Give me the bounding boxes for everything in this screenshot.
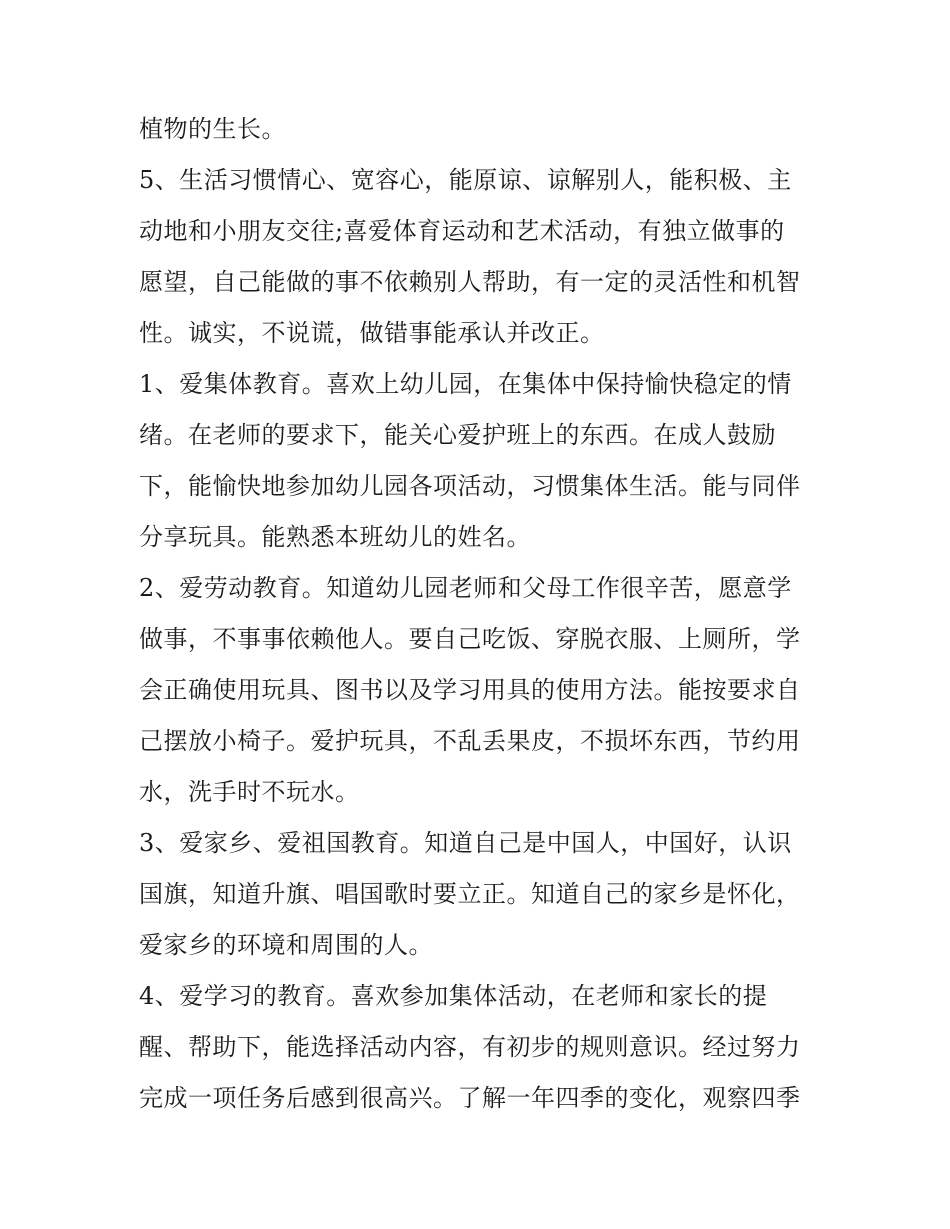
text-line: 4、爱学习的教育。喜欢参加集体活动，在老师和家长的提	[139, 982, 768, 1010]
text-line: 醒、帮助下，能选择活动内容，有初步的规则意识。经过努力	[139, 1033, 801, 1061]
text-line: 己摆放小椅子。爱护玩具，不乱丢果皮，不损坏东西，节约用	[139, 727, 801, 755]
text-line: 水，洗手时不玩水。	[139, 778, 360, 806]
text-line: 国旗，知道升旗、唱国歌时要立正。知道自己的家乡是怀化，	[139, 880, 801, 908]
text-line: 动地和小朋友交往;喜爱体育运动和艺术活动，有独立做事的	[139, 217, 785, 245]
text-line: 性。诚实，不说谎，做错事能承认并改正。	[139, 319, 605, 347]
text-line: 植物的生长。	[139, 115, 286, 143]
text-line: 完成一项任务后感到很高兴。了解一年四季的变化，观察四季	[139, 1084, 801, 1112]
text-line: 3、爱家乡、爱祖国教育。知道自己是中国人，中国好，认识	[139, 829, 792, 857]
text-line: 2、爱劳动教育。知道幼儿园老师和父母工作很辛苦，愿意学	[139, 574, 792, 602]
text-line: 会正确使用玩具、图书以及学习用具的使用方法。能按要求自	[139, 676, 801, 704]
text-line: 做事，不事事依赖他人。要自己吃饭、穿脱衣服、上厕所，学	[139, 625, 801, 653]
text-line: 绪。在老师的要求下，能关心爱护班上的东西。在成人鼓励	[139, 421, 776, 449]
text-line: 愿望，自己能做的事不依赖别人帮助，有一定的灵活性和机智	[139, 268, 801, 296]
text-line: 分享玩具。能熟悉本班幼儿的姓名。	[139, 523, 531, 551]
text-line: 爱家乡的环境和周围的人。	[139, 931, 433, 959]
text-line: 1、爱集体教育。喜欢上幼儿园，在集体中保持愉快稳定的情	[139, 370, 792, 398]
text-line: 5、生活习惯情心、宽容心，能原谅、谅解别人，能积极、主	[139, 166, 792, 194]
document-body	[139, 104, 815, 1124]
text-line: 下，能愉快地参加幼儿园各项活动，习惯集体生活。能与同伴	[139, 472, 801, 500]
